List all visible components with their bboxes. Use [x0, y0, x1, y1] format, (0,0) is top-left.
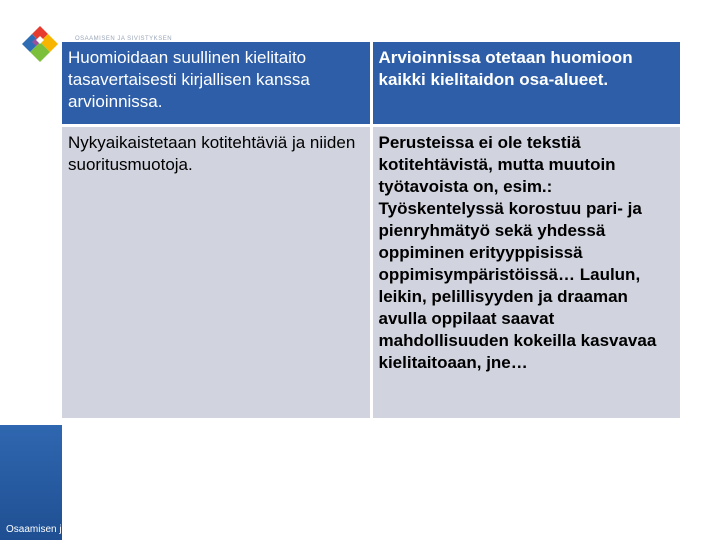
- footer-band: [0, 425, 62, 540]
- content-table: [62, 42, 680, 418]
- diamond-logo-icon: [20, 24, 60, 64]
- footer-slogan: Osaamisen ja sivistyksen parhaaksi: [6, 524, 165, 535]
- logo-tagline: OSAAMISEN JA SIVISTYKSEN: [75, 36, 173, 42]
- body-cell-left: Nykyaikaistetaan kotitehtäviä ja niiden suoritusmuotoja.: [62, 126, 371, 419]
- header-cell-left: Huomioidaan suullinen kielitaito tasavertaisesti kirjallisen kanssa arvioinnissa.: [62, 42, 371, 126]
- table-body-row: [62, 126, 680, 419]
- header-cell-right: Arvioinnissa otetaan huomioon kaikki kielitaidon osa-alueet.: [371, 42, 680, 126]
- body-cell-right: Perusteissa ei ole tekstiä kotitehtävistä, mutta muutoin työtavoista on, esim.: Työskentelyssä korostuu pari- ja pienryhmätyö sekä yhdessä oppiminen erityyppisissä oppimisympäristöissä… Laulun, leikin, pelillisyyden ja draaman avulla oppilaat saavat mahdollisuuden kokeilla kasvavaa kielitaitoaan, jne…: [371, 126, 680, 419]
- table-header-row: [62, 42, 680, 126]
